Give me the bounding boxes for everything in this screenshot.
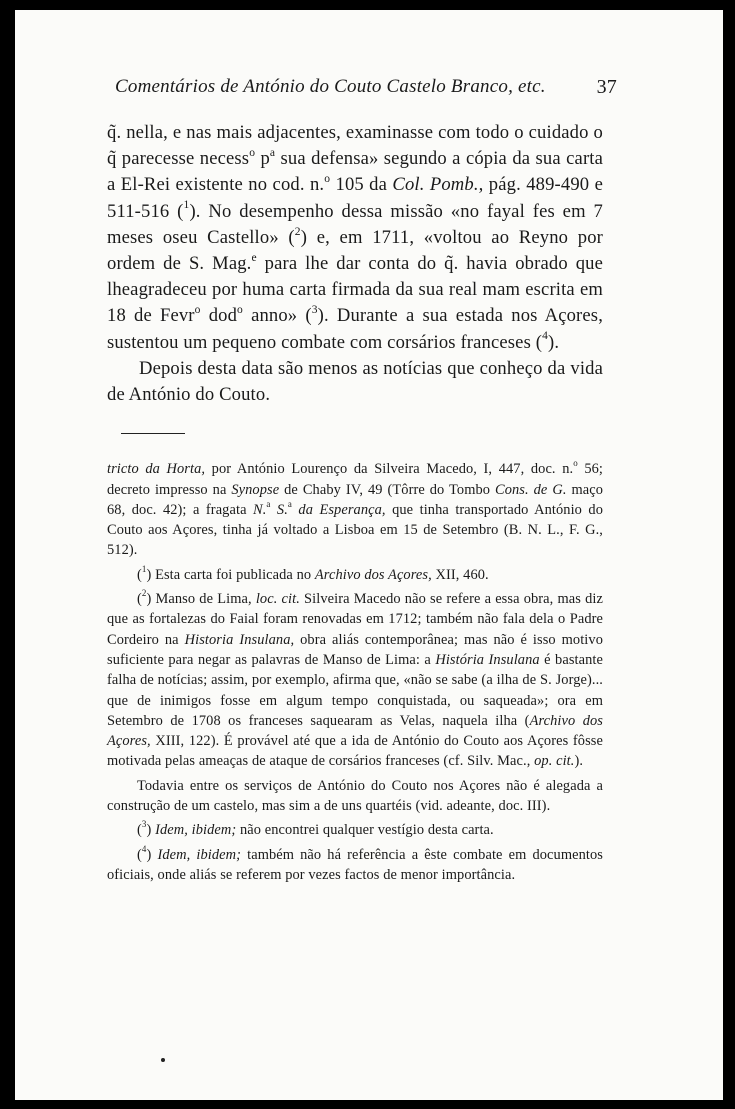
footnote-1: ($^1$) Esta carta foi publicada no Archivo dos Açores, XII, 460. bbox=[137, 563, 489, 583]
footnote-divider bbox=[121, 433, 185, 434]
stray-ink-dot bbox=[161, 1058, 165, 1062]
page bbox=[15, 10, 723, 1100]
page-body bbox=[107, 120, 603, 885]
page-number: 37 bbox=[596, 76, 617, 98]
running-title: Comentários de António do Couto Castelo Branco, etc. bbox=[115, 76, 546, 97]
main-text bbox=[107, 120, 603, 408]
footnotes bbox=[107, 459, 603, 885]
main-paragraph-2: Depois desta data são menos as notícias que conheço da vida de António do Couto. bbox=[107, 357, 603, 406]
running-header bbox=[115, 76, 615, 98]
main-paragraph-1: q̃. nella, e nas mais adjacentes, examinasse com todo o cuidado o q̃ parecesse necess$^o$ $p^a$ sua defensa» segundo a cópia da sua carta a El-Rei existente no cod. n.$^o$ 105 da Col. Pomb., pág. 489-490 e 511-516 ($^1$). No desempenho dessa missão «no fayal fes em 7 meses oseu Castello» ($^2$) e, em 1711, «voltou ao Reyno por ordem de S. Mag.$^e$ para lhe dar conta do q̃. havia obrado que lheagradeceu por huma carta firmada da sua real mam escrita em 18 de Fevr$^o$ dod$^o$ anno» ($^3$). Durante a sua estada nos Açores, sustentou um pequeno combate com corsários franceses ($^4$). bbox=[107, 122, 604, 353]
footnote-2-continued: Todavia entre os serviços de António do Couto nos Açores não é alegada a construção de um castelo, mas sim a de uns quartéis (vid. adeante, doc. III). bbox=[107, 777, 603, 814]
footnote-continuation: tricto da Horta, por António Lourenço da Silveira Macedo, I, 447, doc. n.$^o$ 56; decreto impresso na Synopse de Chaby IV, 49 (Tôrre do Tombo Cons. de G. maço 68, doc. 42); a fragata N.$^a$ S.$^a$ da Esperança, que tinha transportado António do Couto aos Açores, tinha já voltado a Lisboa em 15 de Setembro (B. N. L., F. G., 512). bbox=[107, 458, 604, 559]
footnote-2: ($^2$) Manso de Lima, loc. cit. Silveira Macedo não se refere a essa obra, mas diz que as fortalezas do Faial foram renovadas em 1712; também não fala dela o Padre Cordeiro na Historia Insulana, obra aliás contemporânea; mas não é isso motivo suficiente para negar as palavras de Manso de Lima: a História Insulana é bastante falha de notícias; assim, por exemplo, afirma que, «não se sabe (a ilha de S. Jorge)... que de inimigos fosse em algum tempo conquistada, ou saqueada»; ora em Setembro de 1708 os franceses saquearam as Velas, naquela ilha (Archivo dos Açores, XIII, 122). É provável até que a ida de António do Couto aos Açores fôsse motivada pelas ameaças de ataque de corsários franceses (cf. Silv. Mac., op. cit.). bbox=[107, 588, 603, 770]
footnote-3: ($^3$) Idem, ibidem; não encontrei qualquer vestígio desta carta. bbox=[137, 819, 494, 839]
footnote-4: ($^4$) Idem, ibidem; também não há referência a êste combate em documentos oficiais, onde aliás se referem por vezes factos de menor importância. bbox=[107, 843, 603, 883]
